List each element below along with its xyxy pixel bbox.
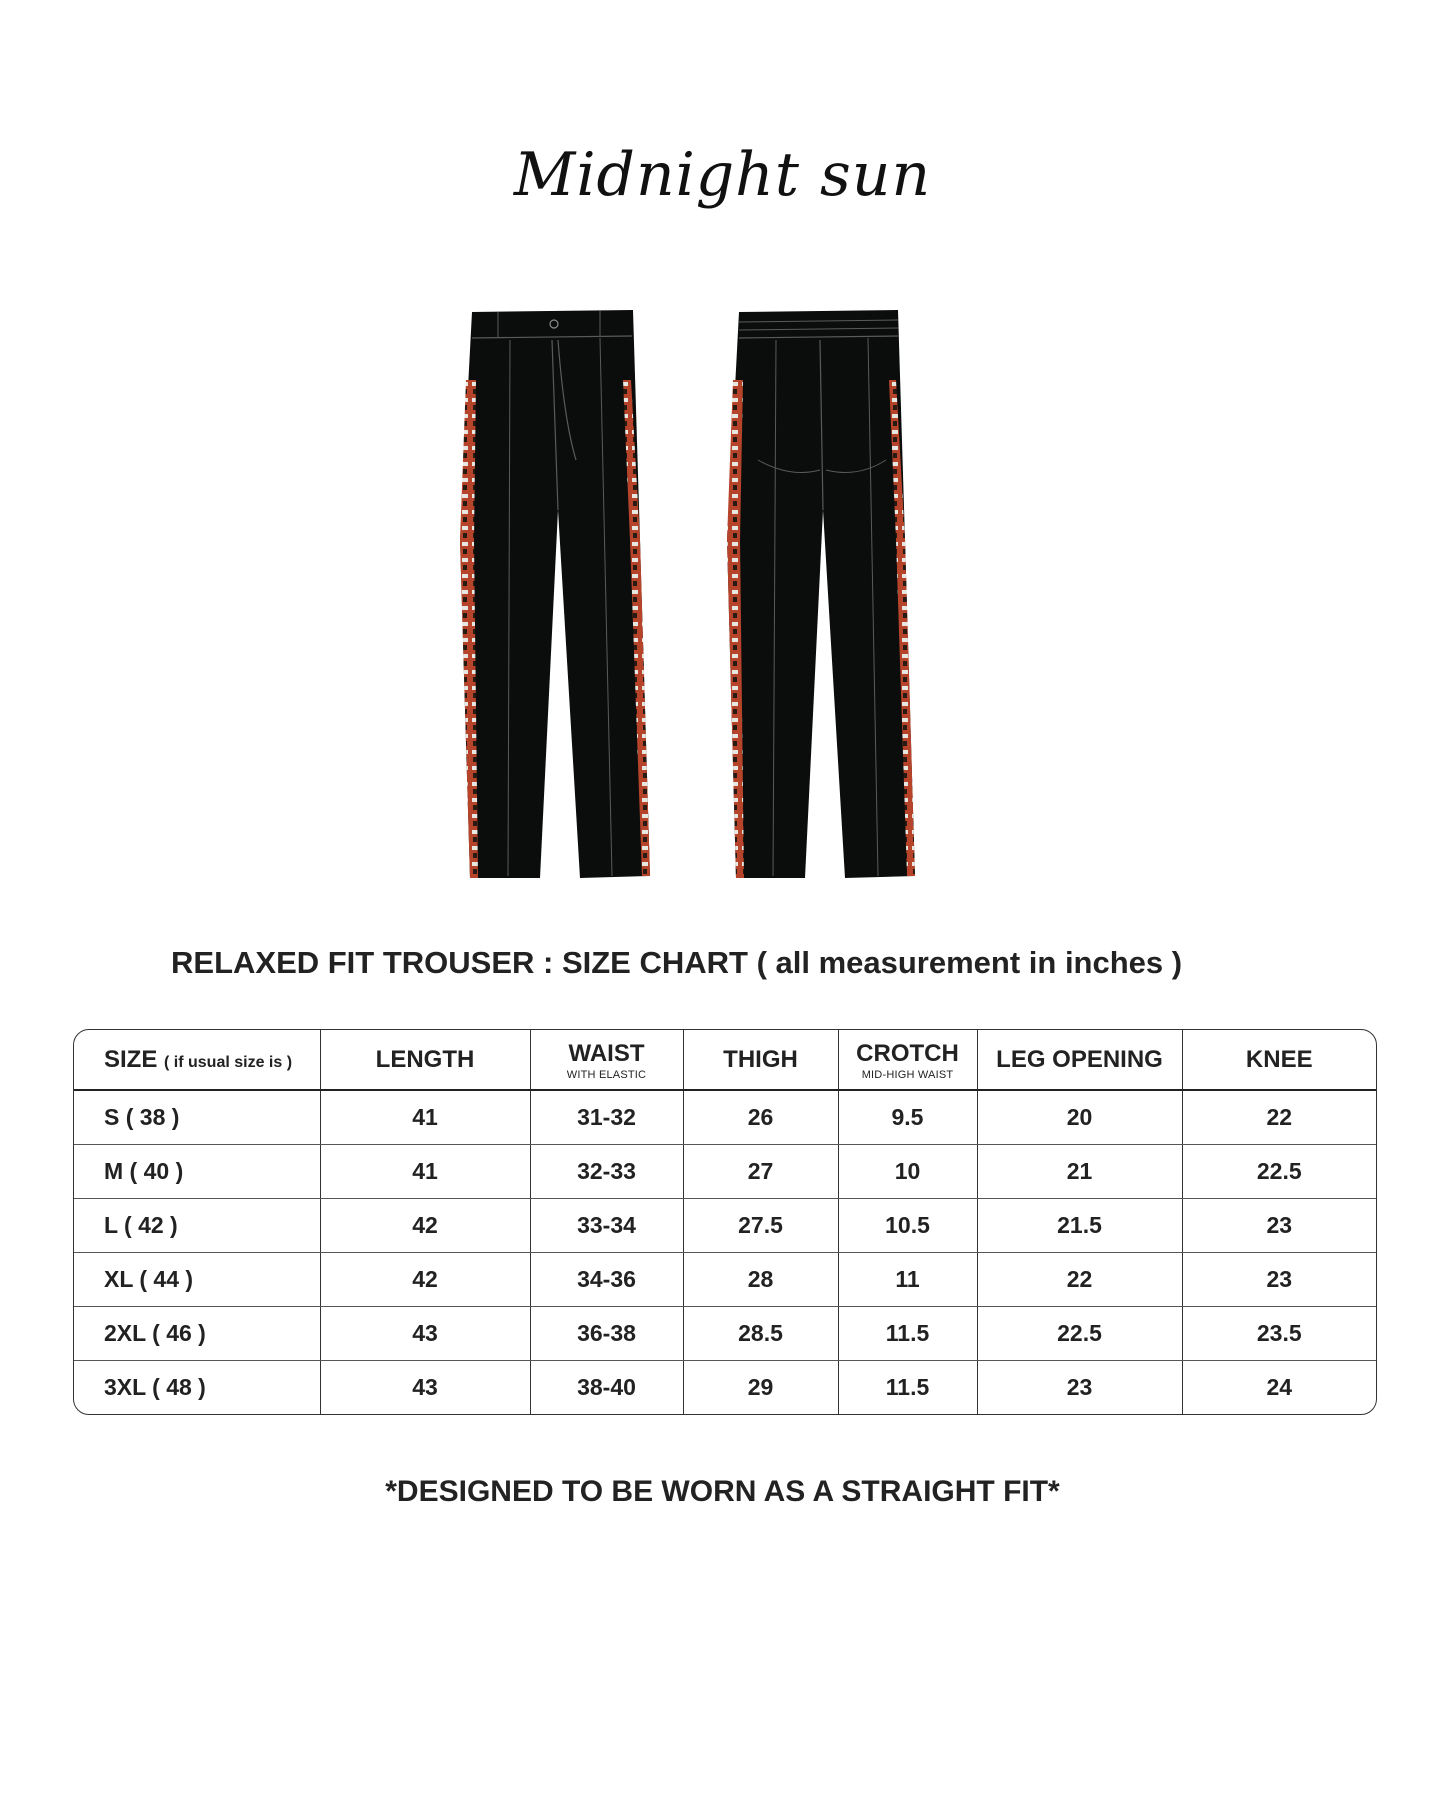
header-waist-label: WAIST bbox=[568, 1039, 645, 1067]
fit-note: *DESIGNED TO BE WORN AS A STRAIGHT FIT* bbox=[385, 1475, 1060, 1508]
cell-length: 42 bbox=[320, 1253, 530, 1307]
cell-crotch: 11.5 bbox=[838, 1361, 977, 1414]
header-length-label: LENGTH bbox=[375, 1046, 475, 1073]
size-chart-table bbox=[73, 1029, 1377, 1415]
cell-leg-opening: 21.5 bbox=[977, 1199, 1182, 1253]
header-crotch-note: MID-HIGH WAIST bbox=[861, 1068, 954, 1081]
cell-thigh: 28.5 bbox=[683, 1307, 838, 1361]
trouser-back-view bbox=[727, 310, 915, 878]
size-chart-title: RELAXED FIT TROUSER : SIZE CHART ( all measurement in inches ) bbox=[171, 945, 1183, 980]
cell-crotch: 11.5 bbox=[838, 1307, 977, 1361]
header-thigh-label: THIGH bbox=[723, 1046, 798, 1073]
cell-size: 3XL ( 48 ) bbox=[74, 1361, 320, 1414]
cell-thigh: 26 bbox=[683, 1090, 838, 1145]
cell-length: 41 bbox=[320, 1090, 530, 1145]
header-size-label: SIZE bbox=[104, 1046, 158, 1073]
header-length bbox=[320, 1030, 530, 1090]
cell-crotch: 10.5 bbox=[838, 1199, 977, 1253]
header-knee-label: KNEE bbox=[1245, 1046, 1313, 1073]
header-size-note: ( if usual size is ) bbox=[164, 1054, 293, 1071]
cell-knee: 23 bbox=[1182, 1253, 1376, 1307]
header-knee bbox=[1182, 1030, 1376, 1090]
header-crotch-label: CROTCH bbox=[856, 1039, 959, 1067]
header-size bbox=[74, 1030, 320, 1090]
table-row bbox=[74, 1253, 1376, 1307]
table-header-row bbox=[74, 1030, 1376, 1090]
trouser-illustration bbox=[440, 300, 980, 900]
table-row bbox=[74, 1145, 1376, 1199]
cell-waist: 33-34 bbox=[530, 1199, 683, 1253]
header-thigh bbox=[683, 1030, 838, 1090]
cell-waist: 38-40 bbox=[530, 1361, 683, 1414]
trouser-front-view bbox=[460, 310, 650, 878]
cell-leg-opening: 20 bbox=[977, 1090, 1182, 1145]
cell-leg-opening: 21 bbox=[977, 1145, 1182, 1199]
cell-size: XL ( 44 ) bbox=[74, 1253, 320, 1307]
cell-thigh: 27.5 bbox=[683, 1199, 838, 1253]
brand-logo: Midnight sun bbox=[513, 140, 932, 210]
cell-waist: 31-32 bbox=[530, 1090, 683, 1145]
table-row bbox=[74, 1307, 1376, 1361]
cell-size: L ( 42 ) bbox=[74, 1199, 320, 1253]
cell-thigh: 28 bbox=[683, 1253, 838, 1307]
cell-waist: 32-33 bbox=[530, 1145, 683, 1199]
cell-length: 43 bbox=[320, 1361, 530, 1414]
cell-thigh: 27 bbox=[683, 1145, 838, 1199]
cell-size: S ( 38 ) bbox=[74, 1090, 320, 1145]
header-crotch bbox=[838, 1030, 977, 1090]
cell-crotch: 11 bbox=[838, 1253, 977, 1307]
cell-waist: 36-38 bbox=[530, 1307, 683, 1361]
table-row bbox=[74, 1199, 1376, 1253]
cell-knee: 23 bbox=[1182, 1199, 1376, 1253]
header-waist bbox=[530, 1030, 683, 1090]
cell-leg-opening: 22 bbox=[977, 1253, 1182, 1307]
cell-knee: 24 bbox=[1266, 1374, 1293, 1401]
header-leg-opening bbox=[977, 1030, 1182, 1090]
cell-length: 42 bbox=[320, 1199, 530, 1253]
cell-length: 43 bbox=[320, 1307, 530, 1361]
header-waist-note: WITH ELASTIC bbox=[566, 1068, 647, 1081]
table-row bbox=[74, 1090, 1376, 1145]
cell-size: 2XL ( 46 ) bbox=[74, 1307, 320, 1361]
table-row bbox=[74, 1361, 1376, 1414]
cell-knee: 22.5 bbox=[1182, 1145, 1376, 1199]
cell-waist: 34-36 bbox=[530, 1253, 683, 1307]
cell-thigh: 29 bbox=[683, 1361, 838, 1414]
cell-size: M ( 40 ) bbox=[74, 1145, 320, 1199]
cell-leg-opening: 23 bbox=[977, 1361, 1182, 1414]
header-leg-opening-label: LEG OPENING bbox=[996, 1046, 1163, 1073]
cell-leg-opening: 22.5 bbox=[977, 1307, 1182, 1361]
cell-crotch: 10 bbox=[838, 1145, 977, 1199]
cell-knee: 22 bbox=[1182, 1090, 1376, 1145]
cell-crotch: 9.5 bbox=[838, 1090, 977, 1145]
cell-knee: 23.5 bbox=[1182, 1307, 1376, 1361]
cell-length: 41 bbox=[320, 1145, 530, 1199]
